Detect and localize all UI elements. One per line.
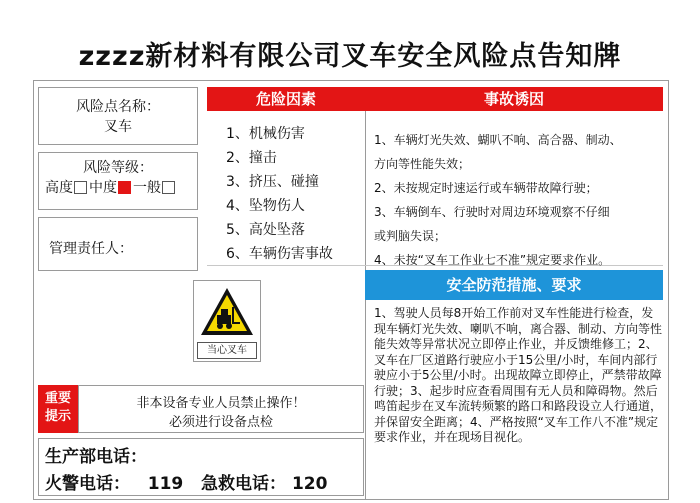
level-medium-checkbox[interactable] <box>118 181 131 194</box>
level-low-checkbox[interactable] <box>162 181 175 194</box>
list-item: 方向等性能失效； <box>374 157 471 171</box>
page-title: zzzz新材料有限公司叉车安全风险点告知牌 <box>78 41 622 72</box>
level-high-label: 高度 <box>45 180 73 196</box>
risk-point-box <box>38 87 198 145</box>
notice-line2: 必须进行设备点检 <box>168 415 273 430</box>
production-phone-label: 生产部电话： <box>45 447 147 467</box>
list-item: 3、挤压、碰撞 <box>226 174 319 190</box>
manager-label: 管理责任人： <box>49 241 133 257</box>
forklift-warning-icon <box>198 285 256 339</box>
list-item: 4、未按“叉车工作业七不准”规定要求作业。 <box>374 253 611 267</box>
list-item: 2、未按规定时速运行或车辆带故障行驶； <box>374 181 598 195</box>
fire-phone-label: 火警电话： <box>45 474 130 494</box>
risk-point-label: 风险点名称： <box>76 99 160 115</box>
list-item: 4、坠物伤人 <box>226 198 305 214</box>
measures-header: 安全防范措施、要求 <box>365 270 663 300</box>
forklift-warning-sign <box>193 280 261 362</box>
causes-list <box>374 128 658 272</box>
fire-phone-number: 119 <box>147 474 184 494</box>
list-item: 6、车辆伤害事故 <box>226 246 333 262</box>
level-low-label: 一般 <box>133 180 161 196</box>
list-item: 或判脑失误； <box>374 229 447 243</box>
notice-line1: 非本设备专业人员禁止操作！ <box>136 396 306 411</box>
list-item: 2、撞击 <box>226 150 277 166</box>
important-tag <box>38 385 78 433</box>
emergency-phone-number: 120 <box>291 474 328 494</box>
risk-level-box <box>38 152 198 210</box>
emergency-phone-label: 急救电话： <box>201 474 287 494</box>
hazards-list <box>226 122 333 266</box>
measures-text: 1、驾驶人员每8开始工作前对叉车性能进行检查，发现车辆灯光失效、喇叭不响，离合器、制动、方向等性能失效等异常状况立即停止作业，并反馈维修工；2、叉车在厂区道路行驶应小于15公里/小时，车间内部行驶应小于5公里/小时。出现故障立即停止，严禁带故障行驶；3、起步时应查看周围有无人员和障碍物。然后鸣笛起步在叉车流转频繁的路口和路段设立人行通道，并保留安全距离；4、严格按照“叉车工作八不准”规定要求作业，并在现场目视化。 <box>374 306 663 444</box>
list-item: 3、车辆倒车、行驶时对周边环境观察不仔细 <box>374 205 610 219</box>
emergency-phones <box>45 469 327 494</box>
risk-level-label: 风险等级： <box>83 160 153 176</box>
risk-level-options <box>45 177 195 197</box>
list-item: 1、车辆灯光失效、蝴叭不响、高合器、制动、 <box>374 133 622 147</box>
important-notice <box>78 385 364 433</box>
important-tag-line1: 重要 <box>44 391 71 406</box>
manager-box <box>38 217 198 271</box>
level-high-checkbox[interactable] <box>74 181 87 194</box>
sign-caption: 当心叉车 <box>197 342 257 359</box>
phone-box <box>38 438 364 496</box>
hazards-header: 危险因素 <box>207 87 365 111</box>
important-tag-line2: 提示 <box>44 409 71 424</box>
column-divider <box>365 111 366 500</box>
causes-header: 事故诱因 <box>365 87 663 111</box>
level-medium-label: 中度 <box>89 180 117 196</box>
risk-point-value: 叉车 <box>104 119 132 135</box>
list-item: 1、机械伤害 <box>226 126 305 142</box>
list-item: 5、高处坠落 <box>226 222 305 238</box>
